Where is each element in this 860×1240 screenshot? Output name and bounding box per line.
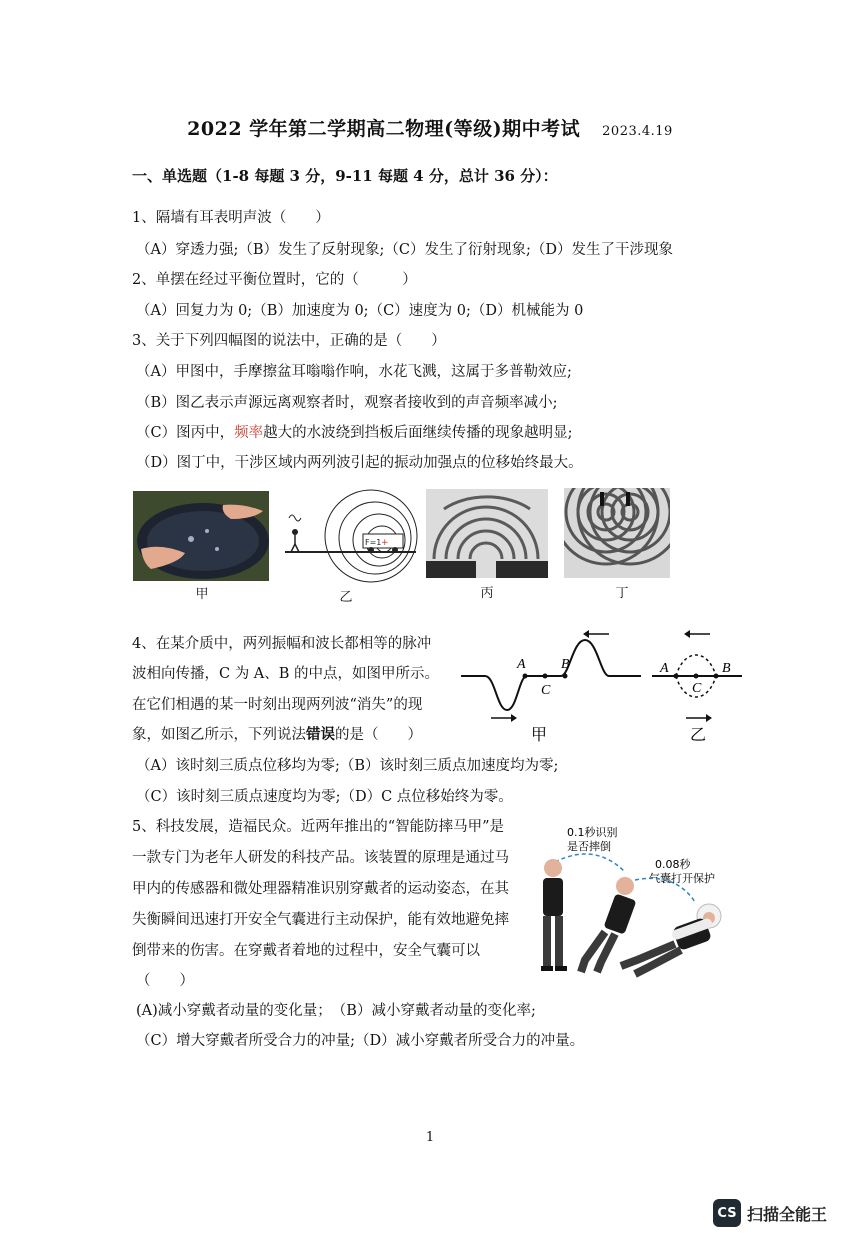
scanner-brand-text: 扫描全能王 [747,1204,828,1224]
q4-caption-yi: 乙 [690,725,707,744]
q4-options-2: （C）该时刻三质点速度均为零;（D）C 点位移始终为零。 [136,789,513,805]
q4-line-1: 4、在某介质中，两列振幅和波长都相等的脉冲 [132,636,432,652]
q5-line-2: 一款专门为老年人研发的科技产品。该装置的原理是通过马 [132,850,509,866]
camscanner-logo-icon: CS [713,1199,741,1227]
q2-options: （A）回复力为 0;（B）加速度为 0;（C）速度为 0;（D）机械能为 0 [136,303,584,319]
q3-fig-yi-label: F=1 [365,538,382,547]
q4-line-3: 在它们相遇的某一时刻出现两列波“消失”的现 [132,697,423,713]
q3-option-c [136,423,573,443]
q4-fig-jia-pulses [455,628,655,750]
page-number: 1 [425,1130,435,1145]
exam-title [0,114,860,141]
q5-note-1b: 是否摔倒 [567,840,611,853]
q2-stem: 2、单摆在经过平衡位置时，它的（ ） [132,272,417,288]
q3-option-b: （B）图乙表示声源远离观察者时，观察者接收到的声音频率减小; [136,395,558,411]
q3-option-d: （D）图丁中，干涉区域内两列波引起的振动加强点的位移始终最大。 [136,455,583,471]
q3-caption-bing: 丙 [480,586,494,601]
q5-line-5: 倒带来的伤害。在穿戴者着地的过程中，安全气囊可以 [132,943,480,959]
q5-line-3: 甲内的传感器和微处理器精准识别穿戴者的运动姿态，在其 [132,881,509,897]
q4-yi-point-a: A [660,661,669,676]
q5-note-2b: 气囊打开保护 [649,872,715,885]
title-text: 2022 学年第二学期高二物理(等级)期中考试 [187,118,581,140]
q4-jia-point-a: A [517,657,526,672]
q5-fig-airbag-vest [525,822,745,984]
q1-stem: 1、隔墙有耳表明声波（ ） [132,210,330,226]
q5-line-6: （ ） [136,973,194,989]
q4-line-4-suffix: 的是（ ） [335,727,422,743]
q3-caption-yi: 乙 [339,590,353,605]
q5-options-2: （C）增大穿戴者所受合力的冲量;（D）减小穿戴者所受合力的冲量。 [136,1033,585,1049]
q3-caption-jia: 甲 [195,587,209,602]
q4-options-1: （A）该时刻三质点位移均为零;（B）该时刻三质点加速度均为零; [136,758,559,774]
q3-caption-ding: 丁 [615,586,629,601]
q5-line-1: 5、科技发展，造福民众。近两年推出的“智能防摔马甲”是 [132,819,505,835]
q3-fig-jia-photo [133,491,269,581]
q3-c-suffix: 越大的水波绕到挡板后面继续传播的现象越明显; [263,425,573,441]
q4-line-2: 波相向传播，C 为 A、B 的中点，如图甲所示。 [132,666,440,682]
q4-emphasis-wrong: 错误 [306,726,335,743]
q4-jia-point-b: B [561,657,570,672]
scanner-watermark [713,1199,827,1227]
q4-caption-jia: 甲 [531,725,548,744]
q4-line-4-prefix: 象，如图乙所示，下列说法 [132,727,306,743]
q4-fig-yi-cancellation [650,628,750,750]
q4-yi-point-b: B [722,661,731,676]
q3-c-highlight: 频率 [234,425,264,441]
q3-c-prefix: （C）图丙中， [136,425,235,441]
q5-note-2a: 0.08秒 [655,858,691,871]
q3-fig-yi-doppler [283,486,418,586]
q5-options-1: (A)减小穿戴者动量的变化量； （B）减小穿戴者动量的变化率; [136,1003,536,1019]
exam-date: 2023.4.19 [602,124,673,139]
q5-note-1a: 0.1秒识别 [567,826,618,839]
section-heading: 一、单选题（1-8 每题 3 分，9-11 每题 4 分，总计 36 分）： [132,167,558,185]
q4-yi-point-c: C [692,681,702,696]
q1-options: （A）穿透力强;（B）发生了反射现象;（C）发生了衍射现象;（D）发生了干涉现象 [136,242,673,258]
q5-line-4: 失衡瞬间迅速打开安全气囊进行主动保护，能有效地避免摔 [132,912,509,928]
q3-fig-ding-interference [564,488,670,578]
q3-fig-yi-cross: + [381,538,389,548]
q4-line-4 [132,725,422,745]
q4-jia-point-c: C [541,683,551,698]
q3-option-a: （A）甲图中，手摩擦盆耳嗡嗡作响，水花飞溅，这属于多普勒效应; [136,364,572,380]
q3-fig-bing-diffraction [426,489,548,578]
q3-stem: 3、关于下列四幅图的说法中，正确的是（ ） [132,333,446,349]
